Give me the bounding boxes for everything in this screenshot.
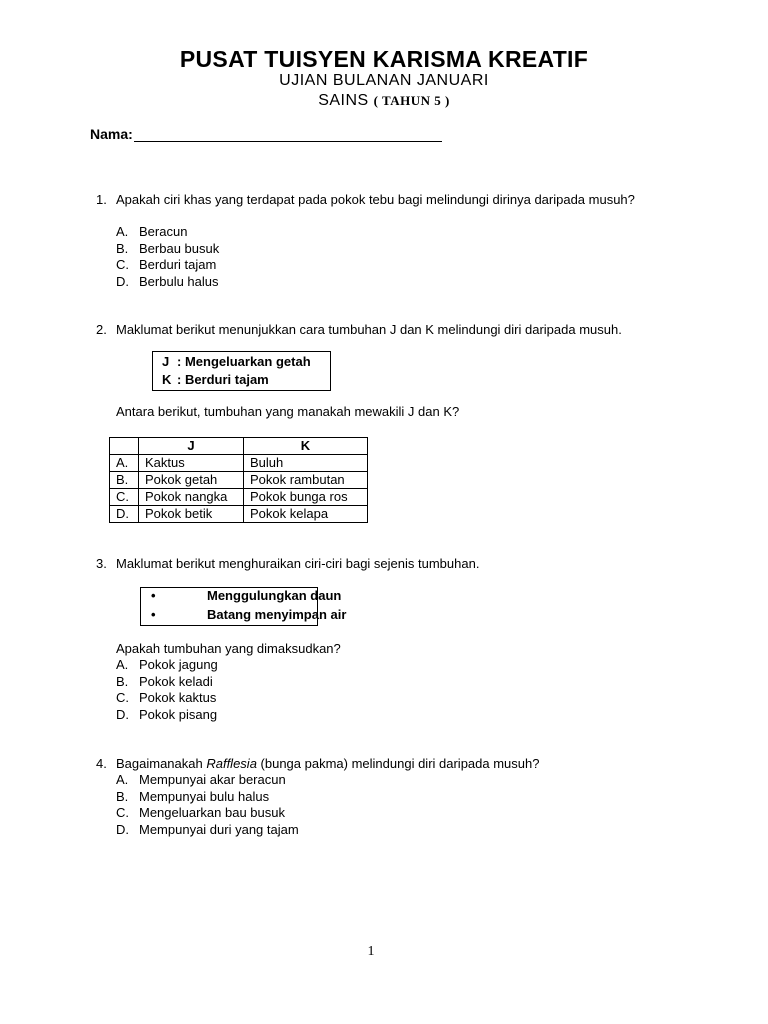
q1-b-text: Berbau busuk xyxy=(139,240,220,256)
q4-a-text: Mempunyai akar beracun xyxy=(139,772,286,787)
table-cell: A. xyxy=(110,455,139,472)
q2-box-key-j: J xyxy=(162,354,170,369)
q3-prompt: Apakah tumbuhan yang dimaksudkan? xyxy=(116,641,341,656)
q2-box-line-k xyxy=(162,371,330,389)
table-header-cell xyxy=(110,438,139,455)
q2-number: 2. xyxy=(96,322,107,337)
table-row xyxy=(110,506,368,523)
q2-box-line-j xyxy=(162,353,330,371)
table-header-cell: K xyxy=(244,438,368,455)
q3-b-letter: B. xyxy=(116,673,129,689)
table-cell: Buluh xyxy=(244,455,368,472)
q3-bullet-1-text: Menggulungkan daun xyxy=(207,588,342,603)
q3-c-text: Pokok kaktus xyxy=(139,690,217,705)
bullet-icon: • xyxy=(151,607,156,622)
q2-box-text-j: : Mengeluarkan getah xyxy=(177,354,311,369)
q3-d-letter: D. xyxy=(116,706,129,722)
q3-c-letter: C. xyxy=(116,690,129,705)
q3-bullet-1 xyxy=(151,588,341,603)
page-number: 1 xyxy=(367,944,375,959)
q3-option-b xyxy=(116,674,213,691)
q3-bullet-2 xyxy=(151,607,346,622)
table-row xyxy=(110,455,368,472)
q2-prompt: Antara berikut, tumbuhan yang manakah mewakili J dan K? xyxy=(116,404,460,419)
q4-c-text: Mengeluarkan bau busuk xyxy=(139,805,285,820)
table-cell: Kaktus xyxy=(139,455,244,472)
year-label: ( TAHUN 5 ) xyxy=(373,93,450,108)
q4-d-letter: D. xyxy=(116,821,129,837)
table-header-row xyxy=(110,438,368,455)
table-cell: Pokok kelapa xyxy=(244,506,368,523)
table-header-cell: J xyxy=(139,438,244,455)
q4-b-letter: B. xyxy=(116,788,129,804)
table-cell: C. xyxy=(110,489,139,506)
q3-option-a xyxy=(116,657,218,674)
q4-stem-italic: Rafflesia xyxy=(206,756,257,771)
q4-stem xyxy=(116,756,539,772)
q4-d-text: Mempunyai duri yang tajam xyxy=(139,821,299,837)
q2-answer-table xyxy=(109,437,368,523)
q3-bullet-2-text: Batang menyimpan air xyxy=(207,607,347,622)
q4-b-text: Mempunyai bulu halus xyxy=(139,788,270,804)
q3-option-d xyxy=(116,707,217,724)
subject-title xyxy=(0,92,768,110)
q1-stem: Apakah ciri khas yang terdapat pada pokok tebu bagi melindungi dirinya daripada musuh? xyxy=(116,192,635,207)
table-cell: Pokok betik xyxy=(139,506,244,523)
q3-b-text: Pokok keladi xyxy=(139,673,213,689)
q3-a-text: Pokok jagung xyxy=(139,657,218,672)
q2-box-key-k: K xyxy=(162,372,172,387)
q4-option-c xyxy=(116,805,285,822)
q1-a-text: Beracun xyxy=(139,224,188,239)
table-row xyxy=(110,472,368,489)
q1-option-d xyxy=(116,274,219,291)
table-cell: D. xyxy=(110,506,139,523)
q1-option-a xyxy=(116,224,187,241)
school-title: PUSAT TUISYEN KARISMA KREATIF xyxy=(179,46,589,72)
nama-label: Nama: xyxy=(90,126,133,142)
subject-name: SAINS xyxy=(318,92,369,109)
table-row xyxy=(110,489,368,506)
q1-d-text: Berbulu halus xyxy=(139,273,219,289)
q4-option-b xyxy=(116,789,269,806)
table-cell: Pokok rambutan xyxy=(244,472,368,489)
q1-option-c xyxy=(116,257,216,274)
q1-number: 1. xyxy=(96,192,107,207)
table-cell: Pokok getah xyxy=(139,472,244,489)
q4-stem-before: Bagaimanakah xyxy=(116,756,207,771)
table-cell: B. xyxy=(110,472,139,489)
q3-d-text: Pokok pisang xyxy=(139,706,218,722)
q1-a-letter: A. xyxy=(116,224,129,239)
q3-option-c xyxy=(116,690,216,707)
table-cell: Pokok bunga ros xyxy=(244,489,368,506)
nama-field[interactable] xyxy=(134,141,442,142)
q1-d-letter: D. xyxy=(116,273,129,289)
q3-a-letter: A. xyxy=(116,657,129,672)
q1-b-letter: B. xyxy=(116,240,129,256)
q1-option-b xyxy=(116,241,219,258)
q3-number: 3. xyxy=(96,556,107,571)
q4-a-letter: A. xyxy=(116,772,129,787)
bullet-icon: • xyxy=(151,588,156,603)
table-cell: Pokok nangka xyxy=(139,489,244,506)
q4-option-a xyxy=(116,772,286,789)
q2-info-box xyxy=(152,351,331,391)
q4-stem-after: (bunga pakma) melindungi diri daripada musuh? xyxy=(256,756,540,771)
q1-c-text: Berduri tajam xyxy=(139,257,217,272)
q4-option-d xyxy=(116,822,299,839)
q2-box-text-k: : Berduri tajam xyxy=(177,372,269,387)
q1-c-letter: C. xyxy=(116,257,129,272)
q4-c-letter: C. xyxy=(116,805,129,820)
q2-stem: Maklumat berikut menunjukkan cara tumbuhan J dan K melindungi diri daripada musuh. xyxy=(116,322,622,337)
exam-title: UJIAN BULANAN JANUARI xyxy=(279,72,489,89)
q3-stem: Maklumat berikut menghuraikan ciri-ciri bagi sejenis tumbuhan. xyxy=(116,556,480,571)
q4-number: 4. xyxy=(96,756,107,771)
